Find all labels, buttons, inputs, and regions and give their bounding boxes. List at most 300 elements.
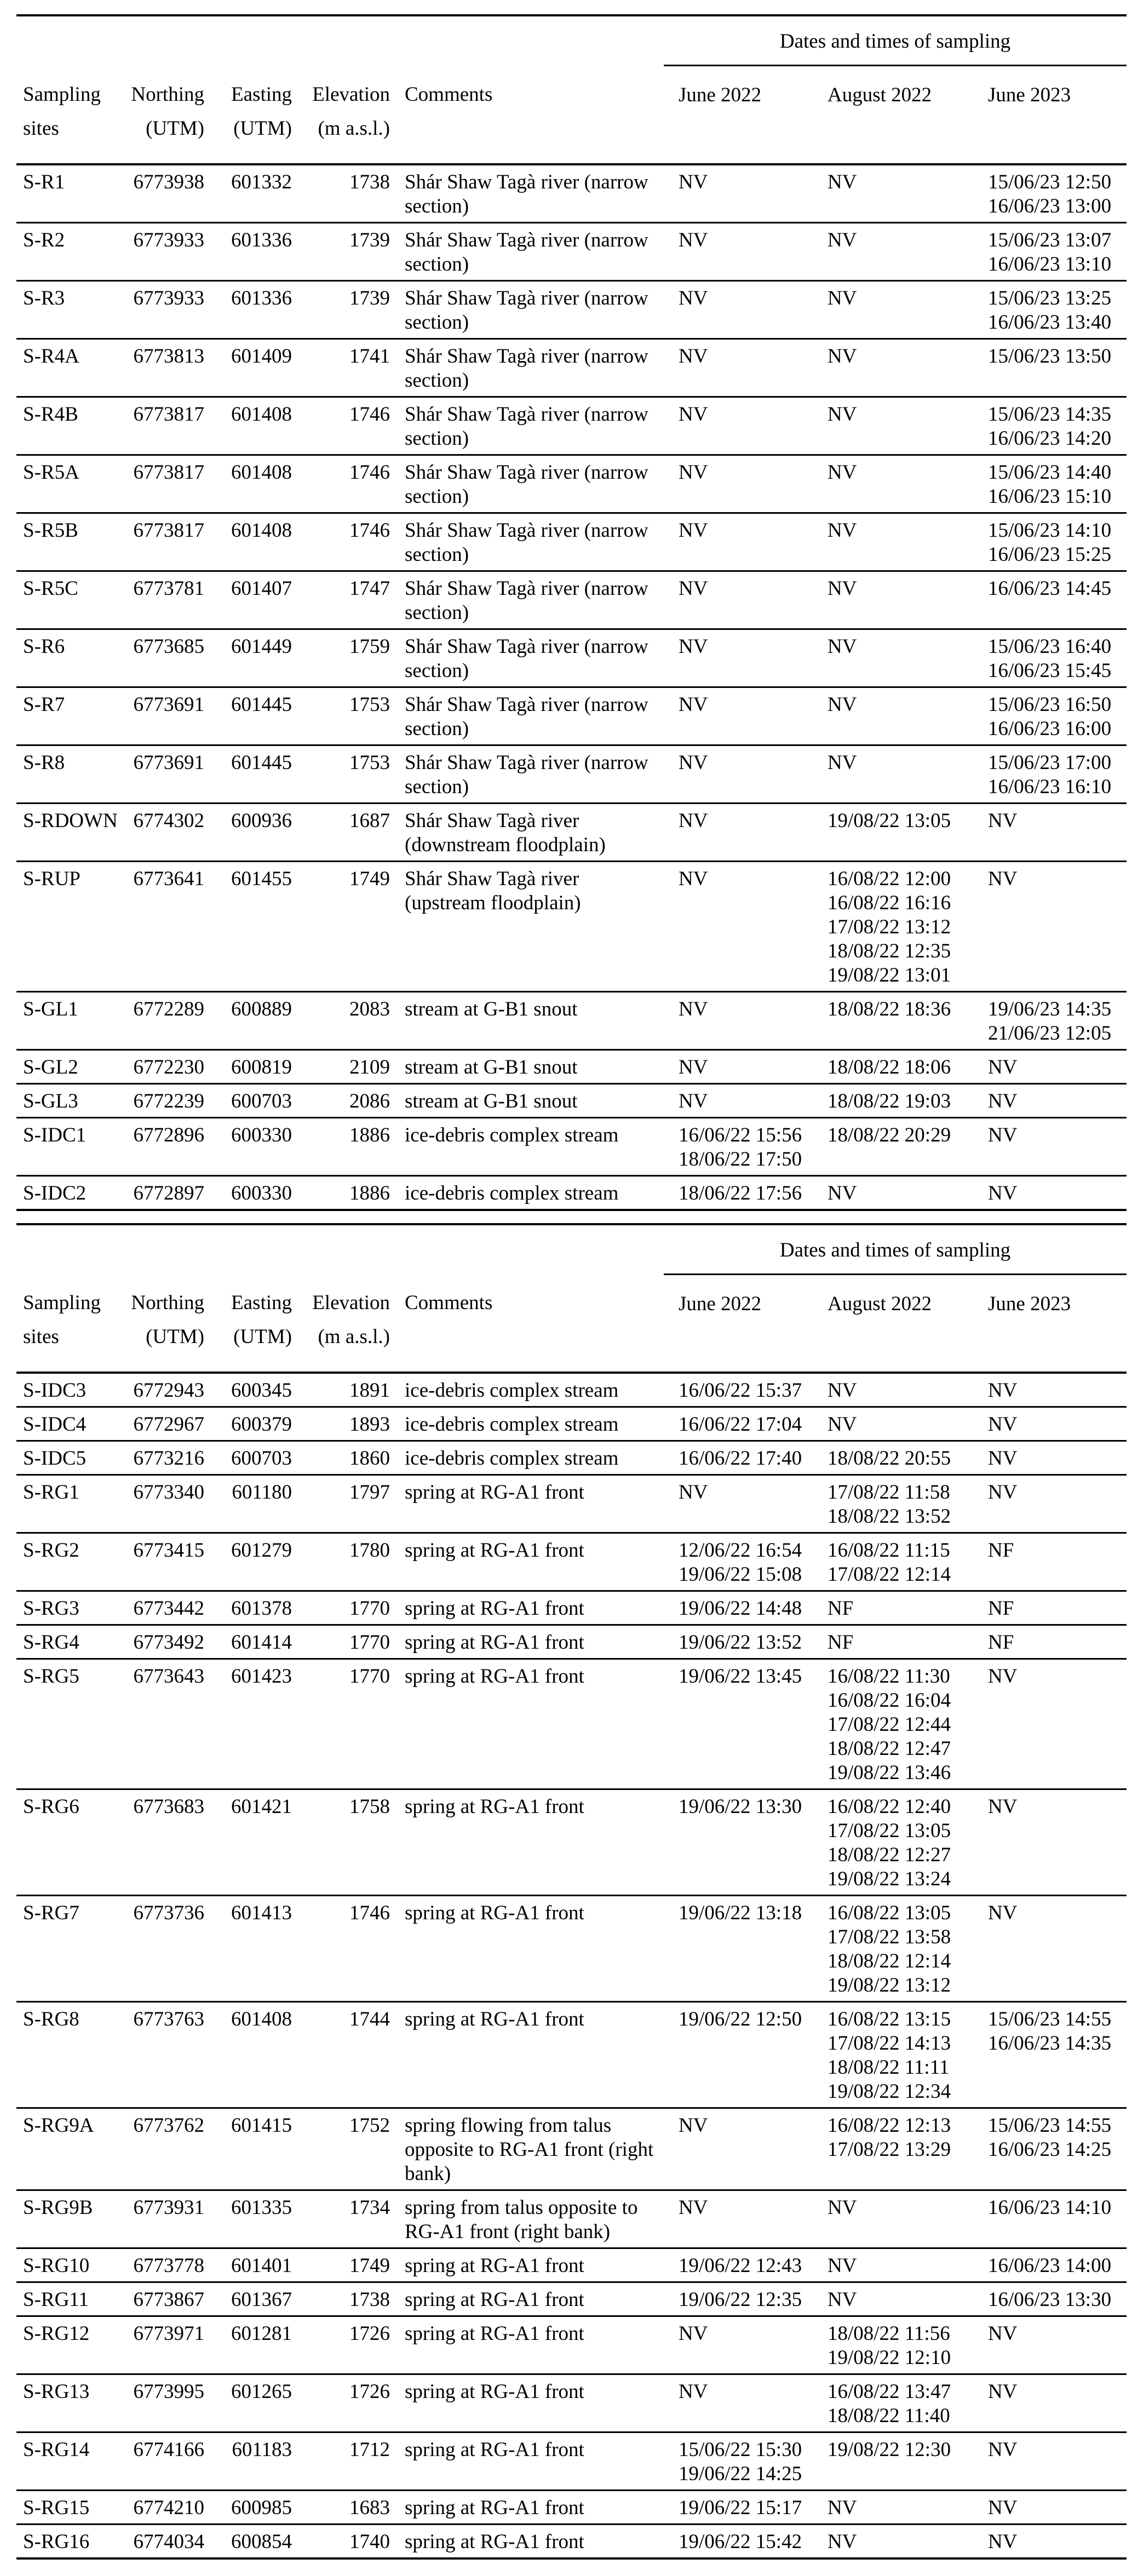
cell-line: 16/06/23 15:25 xyxy=(988,543,1112,566)
cell-northing xyxy=(120,1625,204,1659)
cell-line: 1739 xyxy=(349,228,390,251)
cell-comments xyxy=(390,571,664,629)
cell-northing xyxy=(120,2282,204,2316)
cell-august-2022 xyxy=(813,455,973,513)
cell-line: 6772896 xyxy=(133,1123,204,1146)
cell-line: 18/08/22 12:14 xyxy=(828,1950,951,1972)
cell-northing xyxy=(120,1117,204,1175)
cell-line: 601421 xyxy=(231,1795,292,1818)
cell-june-2022 xyxy=(664,1117,813,1175)
cell-line: 601332 xyxy=(231,170,292,193)
cell-northing xyxy=(120,1407,204,1441)
cell-line: 1797 xyxy=(349,1481,390,1504)
cell-line: 601455 xyxy=(231,867,292,890)
cell-line: S-IDC1 xyxy=(23,1123,87,1146)
cell-easting xyxy=(204,2491,292,2525)
cell-line: 15/06/22 15:30 xyxy=(679,2439,802,2461)
cell-northing xyxy=(120,2316,204,2374)
cell-line: 2086 xyxy=(349,1089,390,1112)
table-row xyxy=(16,1407,1127,1441)
cell-august-2022 xyxy=(813,1533,973,1591)
cell-northing xyxy=(120,687,204,745)
cell-line: 1746 xyxy=(349,519,390,542)
cell-june-2022 xyxy=(664,991,813,1049)
cell-comments xyxy=(390,2491,664,2525)
cell-elevation xyxy=(292,1533,390,1591)
table-row xyxy=(16,2432,1127,2491)
table-row xyxy=(16,629,1127,687)
cell-comments xyxy=(390,2282,664,2316)
cell-line: NV xyxy=(828,519,857,542)
cell-line: Shár Shaw Tagà river (narrow xyxy=(405,228,648,251)
cell-line: NV xyxy=(988,2531,1018,2553)
cell-sampling-site xyxy=(16,455,120,513)
cell-line: 17/08/22 12:14 xyxy=(828,1563,951,1586)
cell-northing xyxy=(120,1533,204,1591)
cell-june-2023 xyxy=(973,164,1127,223)
cell-line: 6774034 xyxy=(133,2531,204,2553)
cell-elevation xyxy=(292,745,390,803)
cell-line: NV xyxy=(828,693,857,716)
cell-line: S-RG10 xyxy=(23,2254,90,2277)
cell-easting xyxy=(204,803,292,861)
cell-line: 19/06/22 13:45 xyxy=(679,1665,802,1688)
header-line: sites xyxy=(23,117,59,140)
header-line: August 2022 xyxy=(828,1292,932,1315)
cell-line: 601281 xyxy=(231,2322,292,2345)
cell-line: S-R6 xyxy=(23,635,65,658)
cell-line: S-RG1 xyxy=(23,1481,79,1504)
table-row xyxy=(16,2002,1127,2108)
sampling-sites-table-part-2 xyxy=(16,1223,1127,2560)
cell-comments xyxy=(390,1175,664,1210)
table-row xyxy=(16,1049,1127,1083)
cell-line: 601180 xyxy=(232,1481,292,1504)
cell-line: 18/08/22 20:29 xyxy=(828,1123,951,1146)
cell-elevation xyxy=(292,513,390,571)
cell-line: 16/08/22 12:00 xyxy=(828,867,951,890)
table-row xyxy=(16,687,1127,745)
cell-line: 600889 xyxy=(231,997,292,1020)
cell-line: 6774166 xyxy=(133,2439,204,2461)
cell-line: 1753 xyxy=(349,751,390,774)
cell-easting xyxy=(204,687,292,745)
cell-comments xyxy=(390,1659,664,1789)
cell-june-2022 xyxy=(664,1896,813,2002)
cell-line: 6773691 xyxy=(133,693,204,716)
cell-comments xyxy=(390,2002,664,2108)
cell-line: 601378 xyxy=(231,1597,292,1620)
cell-comments xyxy=(390,861,664,991)
cell-line: 19/08/22 13:46 xyxy=(828,1762,951,1784)
cell-comments xyxy=(390,803,664,861)
cell-june-2023 xyxy=(973,1407,1127,1441)
cell-easting xyxy=(204,1083,292,1117)
cell-line: S-RG14 xyxy=(23,2439,90,2461)
cell-line: NF xyxy=(828,1597,854,1620)
cell-comments xyxy=(390,280,664,339)
cell-elevation xyxy=(292,164,390,223)
cell-comments xyxy=(390,455,664,513)
cell-elevation xyxy=(292,1407,390,1441)
cell-line: 6773691 xyxy=(133,751,204,774)
cell-line: 19/06/22 13:18 xyxy=(679,1902,802,1924)
cell-easting xyxy=(204,339,292,397)
cell-line: ice-debris complex stream xyxy=(405,1181,619,1204)
cell-line: 16/06/23 14:20 xyxy=(988,427,1112,450)
cell-line: spring at RG-A1 front xyxy=(405,2497,584,2519)
cell-august-2022 xyxy=(813,745,973,803)
cell-northing xyxy=(120,1175,204,1210)
cell-line: 1687 xyxy=(349,809,390,832)
header-line: Elevation xyxy=(312,1292,390,1314)
cell-sampling-site xyxy=(16,861,120,991)
cell-line: 6773995 xyxy=(133,2380,204,2403)
cell-line: ice-debris complex stream xyxy=(405,1447,619,1470)
cell-line: 19/06/22 13:52 xyxy=(679,1631,802,1654)
cell-line: NV xyxy=(988,1902,1018,1924)
cell-june-2022 xyxy=(664,803,813,861)
cell-easting xyxy=(204,1441,292,1475)
cell-june-2022 xyxy=(664,2374,813,2432)
cell-elevation xyxy=(292,1117,390,1175)
cell-northing xyxy=(120,2248,204,2282)
table-row xyxy=(16,1789,1127,1896)
cell-comments xyxy=(390,687,664,745)
cell-line: 15/06/23 13:25 xyxy=(988,286,1112,309)
cell-line: 1746 xyxy=(349,403,390,426)
cell-line: 1886 xyxy=(349,1181,390,1204)
cell-august-2022 xyxy=(813,164,973,223)
cell-line: 15/06/23 12:50 xyxy=(988,170,1112,193)
header-line: Easting xyxy=(231,1292,292,1314)
table-row xyxy=(16,280,1127,339)
cell-line: NV xyxy=(828,461,857,484)
cell-elevation xyxy=(292,1896,390,2002)
cell-line: 6773340 xyxy=(133,1481,204,1504)
cell-line: 15/06/23 13:50 xyxy=(988,345,1112,368)
cell-line: spring at RG-A1 front xyxy=(405,2380,584,2403)
cell-august-2022 xyxy=(813,1441,973,1475)
cell-elevation xyxy=(292,803,390,861)
cell-comments xyxy=(390,513,664,571)
cell-line: 1780 xyxy=(349,1539,390,1562)
cell-comments xyxy=(390,1441,664,1475)
header-line: sites xyxy=(23,1326,59,1348)
cell-line: NV xyxy=(988,1123,1018,1146)
cell-june-2023 xyxy=(973,2002,1127,2108)
table-row xyxy=(16,861,1127,991)
cell-august-2022 xyxy=(813,280,973,339)
cell-easting xyxy=(204,2316,292,2374)
cell-line: S-RG12 xyxy=(23,2322,90,2345)
cell-june-2023 xyxy=(973,991,1127,1049)
cell-line: section) xyxy=(405,369,469,392)
cell-northing xyxy=(120,455,204,513)
cell-line: 6772967 xyxy=(133,1413,204,1436)
cell-line: Shár Shaw Tagà river (narrow xyxy=(405,635,648,658)
cell-northing xyxy=(120,397,204,455)
group-header-row xyxy=(16,15,1127,66)
cell-line: S-RG15 xyxy=(23,2497,90,2519)
cell-line: 19/06/22 15:17 xyxy=(679,2497,802,2519)
cell-line: NV xyxy=(988,1089,1018,1112)
cell-line: NV xyxy=(988,2380,1018,2403)
col-header-june-2022 xyxy=(664,66,813,164)
cell-line: S-RDOWN xyxy=(23,809,118,832)
cell-line: 1860 xyxy=(349,1447,390,1470)
cell-line: 18/08/22 12:47 xyxy=(828,1737,951,1760)
cell-comments xyxy=(390,397,664,455)
table-row xyxy=(16,222,1127,280)
cell-line: NV xyxy=(988,1181,1018,1204)
cell-line: 6773931 xyxy=(133,2196,204,2219)
cell-northing xyxy=(120,222,204,280)
header-line: Sampling xyxy=(23,1292,101,1314)
table-body xyxy=(16,1373,1127,2558)
cell-line: 18/08/22 11:11 xyxy=(828,2056,950,2079)
cell-line: 17/08/22 13:12 xyxy=(828,915,951,938)
cell-line: 15/06/23 17:00 xyxy=(988,751,1112,774)
col-header-easting xyxy=(204,1274,292,1373)
cell-line: 16/08/22 11:30 xyxy=(828,1665,950,1688)
cell-june-2023 xyxy=(973,397,1127,455)
cell-easting xyxy=(204,1591,292,1625)
cell-northing xyxy=(120,861,204,991)
cell-line: 1739 xyxy=(349,286,390,309)
cell-line: ice-debris complex stream xyxy=(405,1123,619,1146)
col-header-august-2022 xyxy=(813,1274,973,1373)
cell-line: spring at RG-A1 front xyxy=(405,1902,584,1924)
cell-elevation xyxy=(292,455,390,513)
cell-line: 1740 xyxy=(349,2531,390,2553)
cell-comments xyxy=(390,1373,664,1407)
cell-sampling-site xyxy=(16,745,120,803)
cell-easting xyxy=(204,2248,292,2282)
cell-june-2023 xyxy=(973,1625,1127,1659)
cell-line: spring at RG-A1 front xyxy=(405,2008,584,2030)
cell-june-2023 xyxy=(973,2525,1127,2559)
cell-line: S-RG7 xyxy=(23,1902,79,1924)
cell-line: spring at RG-A1 front xyxy=(405,1539,584,1562)
cell-line: S-R3 xyxy=(23,286,65,309)
cell-line: 601183 xyxy=(232,2439,292,2461)
cell-august-2022 xyxy=(813,2282,973,2316)
cell-line: NV xyxy=(679,170,708,193)
cell-line: 19/08/22 13:24 xyxy=(828,1868,951,1890)
cell-june-2022 xyxy=(664,1083,813,1117)
cell-line: S-RG11 xyxy=(23,2288,89,2311)
cell-northing xyxy=(120,1083,204,1117)
cell-june-2022 xyxy=(664,455,813,513)
cell-northing xyxy=(120,1441,204,1475)
cell-line: 6773933 xyxy=(133,228,204,251)
cell-easting xyxy=(204,2282,292,2316)
cell-line: Shár Shaw Tagà river (narrow xyxy=(405,345,648,368)
cell-line: 19/06/22 12:35 xyxy=(679,2288,802,2311)
cell-line: 601407 xyxy=(231,577,292,600)
cell-august-2022 xyxy=(813,991,973,1049)
cell-line: 1712 xyxy=(349,2439,390,2461)
col-header-comments xyxy=(390,66,664,164)
cell-line: 19/06/23 14:35 xyxy=(988,997,1112,1020)
header-line: August 2022 xyxy=(828,84,932,106)
cell-august-2022 xyxy=(813,1625,973,1659)
cell-comments xyxy=(390,1407,664,1441)
cell-line: S-RG8 xyxy=(23,2008,79,2030)
cell-line: 601445 xyxy=(231,693,292,716)
cell-line: 15/06/23 16:40 xyxy=(988,635,1112,658)
col-header-easting xyxy=(204,66,292,164)
cell-line: 17/08/22 13:29 xyxy=(828,2138,951,2161)
header-line: (m a.s.l.) xyxy=(318,1326,390,1348)
table-row xyxy=(16,1591,1127,1625)
table-row xyxy=(16,571,1127,629)
cell-line: S-RG3 xyxy=(23,1597,79,1620)
cell-line: section) xyxy=(405,311,469,334)
cell-line: 6773442 xyxy=(133,1597,204,1620)
cell-easting xyxy=(204,1533,292,1591)
cell-line: 601423 xyxy=(231,1665,292,1688)
cell-line: 15/06/23 13:07 xyxy=(988,228,1112,251)
cell-line: NV xyxy=(679,635,708,658)
cell-line: 1746 xyxy=(349,1902,390,1924)
cell-line: 18/08/22 19:03 xyxy=(828,1089,951,1112)
cell-line: S-R5C xyxy=(23,577,78,600)
cell-line: 18/08/22 12:27 xyxy=(828,1844,951,1866)
cell-northing xyxy=(120,2374,204,2432)
header-line: Northing xyxy=(131,1292,204,1314)
cell-line: 16/06/23 15:45 xyxy=(988,659,1112,682)
cell-august-2022 xyxy=(813,222,973,280)
header-line: (UTM) xyxy=(233,1326,292,1348)
table-row xyxy=(16,513,1127,571)
table-row xyxy=(16,1373,1127,1407)
cell-elevation xyxy=(292,2108,390,2190)
cell-line: 601449 xyxy=(231,635,292,658)
cell-line: NV xyxy=(828,228,857,251)
table-row xyxy=(16,2282,1127,2316)
cell-elevation xyxy=(292,1049,390,1083)
col-header-june-2023 xyxy=(973,66,1127,164)
cell-line: Shár Shaw Tagà river xyxy=(405,867,579,890)
cell-line: 601415 xyxy=(231,2114,292,2137)
cell-sampling-site xyxy=(16,1175,120,1210)
cell-line: 12/06/22 16:54 xyxy=(679,1539,802,1562)
cell-line: Shár Shaw Tagà river (narrow xyxy=(405,751,648,774)
cell-line: (downstream floodplain) xyxy=(405,833,606,856)
cell-northing xyxy=(120,629,204,687)
cell-easting xyxy=(204,222,292,280)
cell-line: Shár Shaw Tagà river xyxy=(405,809,579,832)
cell-line: 1683 xyxy=(349,2497,390,2519)
cell-line: 19/08/22 12:34 xyxy=(828,2080,951,2103)
cell-line: 6772230 xyxy=(133,1055,204,1078)
cell-line: S-RG2 xyxy=(23,1539,79,1562)
cell-line: 17/08/22 12:44 xyxy=(828,1713,951,1736)
cell-line: NV xyxy=(988,1379,1018,1402)
cell-comments xyxy=(390,1533,664,1591)
cell-june-2023 xyxy=(973,1533,1127,1591)
cell-line: NV xyxy=(679,997,708,1020)
cell-august-2022 xyxy=(813,803,973,861)
cell-line: S-RG13 xyxy=(23,2380,90,2403)
cell-line: Shár Shaw Tagà river (narrow xyxy=(405,577,648,600)
cell-line: 19/06/22 15:08 xyxy=(679,1563,802,1586)
cell-june-2023 xyxy=(973,803,1127,861)
cell-line: NV xyxy=(679,693,708,716)
cell-line: spring at RG-A1 front xyxy=(405,2322,584,2345)
col-header-sampling-sites xyxy=(16,66,120,164)
cell-sampling-site xyxy=(16,2108,120,2190)
cell-line: 601414 xyxy=(231,1631,292,1654)
cell-line: NV xyxy=(679,345,708,368)
col-header-august-2022 xyxy=(813,66,973,164)
cell-northing xyxy=(120,1789,204,1896)
cell-comments xyxy=(390,991,664,1049)
cell-northing xyxy=(120,1049,204,1083)
cell-line: section) xyxy=(405,659,469,682)
cell-line: section) xyxy=(405,194,469,217)
cell-june-2022 xyxy=(664,1659,813,1789)
cell-august-2022 xyxy=(813,1083,973,1117)
cell-line: NF xyxy=(988,1631,1014,1654)
cell-line: Shár Shaw Tagà river (narrow xyxy=(405,461,648,484)
col-header-northing xyxy=(120,1274,204,1373)
cell-line: RG-A1 front (right bank) xyxy=(405,2221,611,2243)
cell-line: NV xyxy=(988,2497,1018,2519)
cell-june-2022 xyxy=(664,1049,813,1083)
cell-june-2022 xyxy=(664,2282,813,2316)
cell-line: 6774210 xyxy=(133,2497,204,2519)
table-row xyxy=(16,1175,1127,1210)
column-header-row xyxy=(16,66,1127,164)
cell-line: 19/06/22 12:50 xyxy=(679,2008,802,2030)
cell-line: 600703 xyxy=(231,1089,292,1112)
cell-june-2022 xyxy=(664,2108,813,2190)
cell-elevation xyxy=(292,2002,390,2108)
cell-line: 18/06/22 17:56 xyxy=(679,1181,802,1204)
cell-line: 16/08/22 13:05 xyxy=(828,1902,951,1924)
cell-line: 6774302 xyxy=(133,809,204,832)
cell-line: S-R8 xyxy=(23,751,65,774)
table-row xyxy=(16,397,1127,455)
cell-line: 16/08/22 16:16 xyxy=(828,891,951,914)
cell-line: 600345 xyxy=(231,1379,292,1402)
cell-elevation xyxy=(292,1625,390,1659)
cell-comments xyxy=(390,2374,664,2432)
cell-june-2023 xyxy=(973,1896,1127,2002)
cell-june-2023 xyxy=(973,745,1127,803)
cell-line: 1726 xyxy=(349,2380,390,2403)
cell-line: NV xyxy=(828,170,857,193)
cell-line: 6773415 xyxy=(133,1539,204,1562)
table-row xyxy=(16,1441,1127,1475)
cell-northing xyxy=(120,2002,204,2108)
cell-line: 1770 xyxy=(349,1597,390,1620)
cell-northing xyxy=(120,164,204,223)
cell-line: 601367 xyxy=(231,2288,292,2311)
table-row xyxy=(16,991,1127,1049)
cell-line: S-RUP xyxy=(23,867,81,890)
cell-line: Shár Shaw Tagà river (narrow xyxy=(405,286,648,309)
cell-line: 600330 xyxy=(231,1181,292,1204)
cell-august-2022 xyxy=(813,513,973,571)
cell-june-2023 xyxy=(973,2190,1127,2248)
cell-june-2022 xyxy=(664,2248,813,2282)
cell-line: 19/08/22 12:10 xyxy=(828,2346,951,2369)
cell-line: S-R1 xyxy=(23,170,65,193)
